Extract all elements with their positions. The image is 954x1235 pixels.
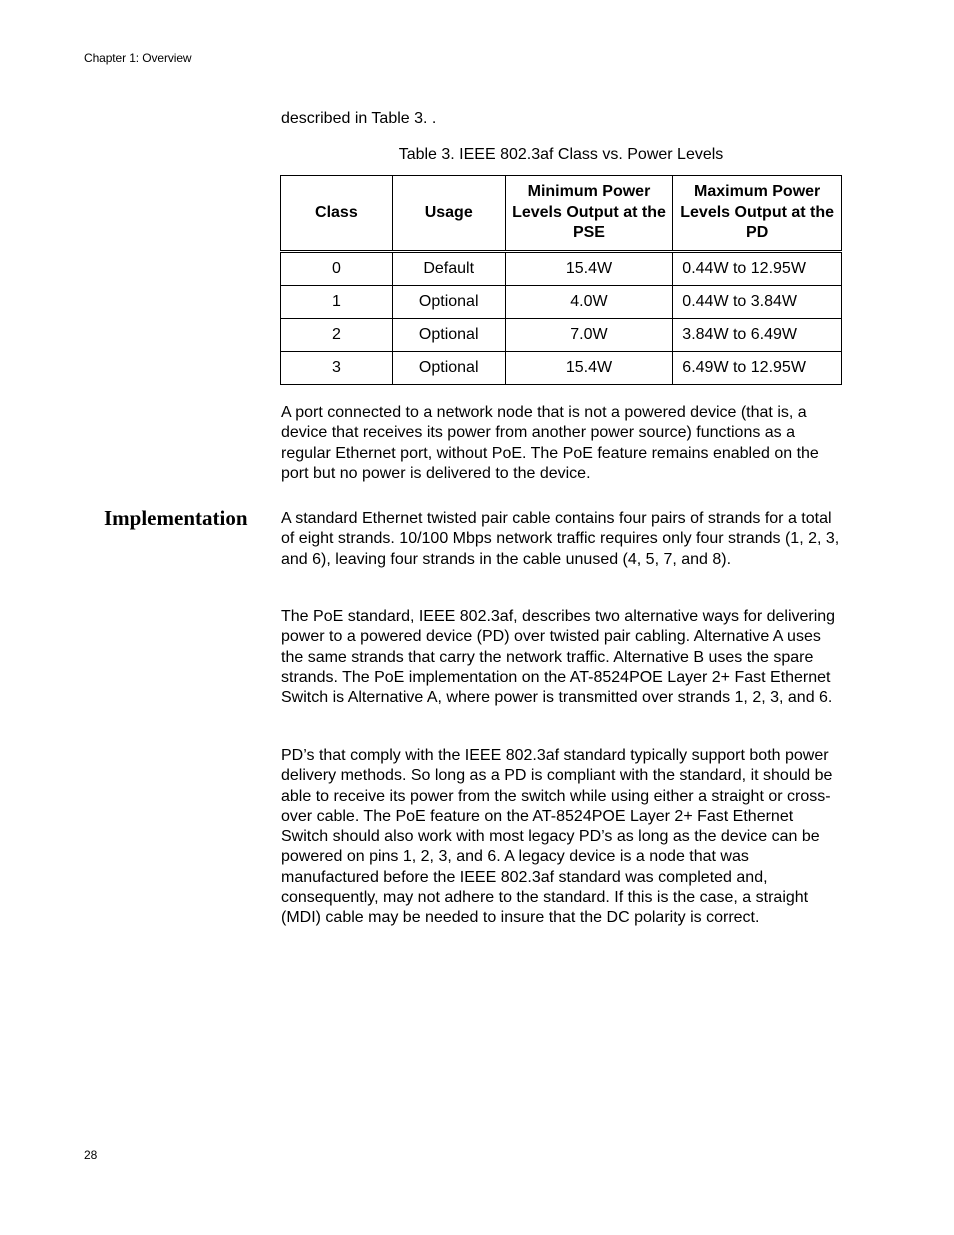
cell-class: 2 [281, 319, 393, 352]
page-number: 28 [84, 1148, 98, 1162]
running-head: Chapter 1: Overview [84, 51, 192, 65]
table-caption: Table 3. IEEE 802.3af Class vs. Power Levels [398, 146, 724, 163]
cell-class: 1 [281, 286, 393, 319]
paragraph-text: PD’s that comply with the IEEE 802.3af standard typically support both power delivery methods. So long as a PD is compliant with the standard, it should be able to receive its power from the switch while using either a straight or cross-over cable. The PoE feature on the AT-8524POE Layer 2+ Fast Ethernet Switch should also work with most legacy PD’s as long as the device can be powered on pins 1, 2, 3, and 6. A legacy device is a node that was manufactured before the IEEE 802.3af standard was completed and, consequently, may not adhere to the standard. If this is the case, a straight (MDI) cable may be needed to insure that the DC polarity is correct. [281, 747, 833, 927]
cell-usage: Optional [392, 319, 505, 352]
header-min-power: Minimum Power Levels Output at the PSE [505, 176, 673, 252]
cell-min-power: 15.4W [505, 352, 673, 385]
cell-usage: Optional [392, 352, 505, 385]
table-row [281, 319, 842, 352]
cell-max-power: 0.44W to 12.95W [673, 252, 842, 286]
header-class: Class [281, 176, 393, 252]
cell-max-power: 3.84W to 6.49W [673, 319, 842, 352]
table-row [281, 252, 842, 286]
table-row [281, 352, 842, 385]
cell-min-power: 15.4W [505, 252, 673, 286]
cell-usage: Default [392, 252, 505, 286]
cell-min-power: 7.0W [505, 319, 673, 352]
intro-text: described in Table 3. . [281, 110, 437, 127]
cell-class: 3 [281, 352, 393, 385]
cell-class: 0 [281, 252, 393, 286]
cell-min-power: 4.0W [505, 286, 673, 319]
section-heading-implementation: Implementation [104, 506, 248, 530]
power-levels-table [280, 175, 842, 385]
cell-usage: Optional [392, 286, 505, 319]
header-usage: Usage [392, 176, 505, 252]
header-max-power: Maximum Power Levels Output at the PD [673, 176, 842, 252]
cell-max-power: 0.44W to 3.84W [673, 286, 842, 319]
paragraph-text: A port connected to a network node that is not a powered device (that is, a device that receives its power from another power source) functions as a regular Ethernet port, without PoE. The PoE feature remains enabled on the port but no power is delivered to the device. [281, 404, 819, 482]
implementation-paragraph-1 [281, 509, 841, 570]
table-header-row [281, 176, 842, 252]
paragraph-text: A standard Ethernet twisted pair cable contains four pairs of strands for a total of eight strands. 10/100 Mbps network traffic requires only four strands (1, 2, 3, and 6), leaving four strands in the cable unused (4, 5, 7, and 8). [281, 510, 840, 568]
paragraph-text: The PoE standard, IEEE 802.3af, describes two alternative ways for delivering power to a powered device (PD) over twisted pair cabling. Alternative A uses the same strands that carry the network traffic. Alternative B uses the spare strands. The PoE implementation on the AT-8524POE Layer 2+ Fast Ethernet Switch is Alternative A, where power is transmitted over strands 1, 2, 3, and 6. [281, 608, 836, 707]
body-paragraph-non-pd [281, 403, 841, 484]
table-row [281, 286, 842, 319]
implementation-paragraph-2 [281, 607, 841, 708]
cell-max-power: 6.49W to 12.95W [673, 352, 842, 385]
implementation-paragraph-3 [281, 746, 841, 929]
